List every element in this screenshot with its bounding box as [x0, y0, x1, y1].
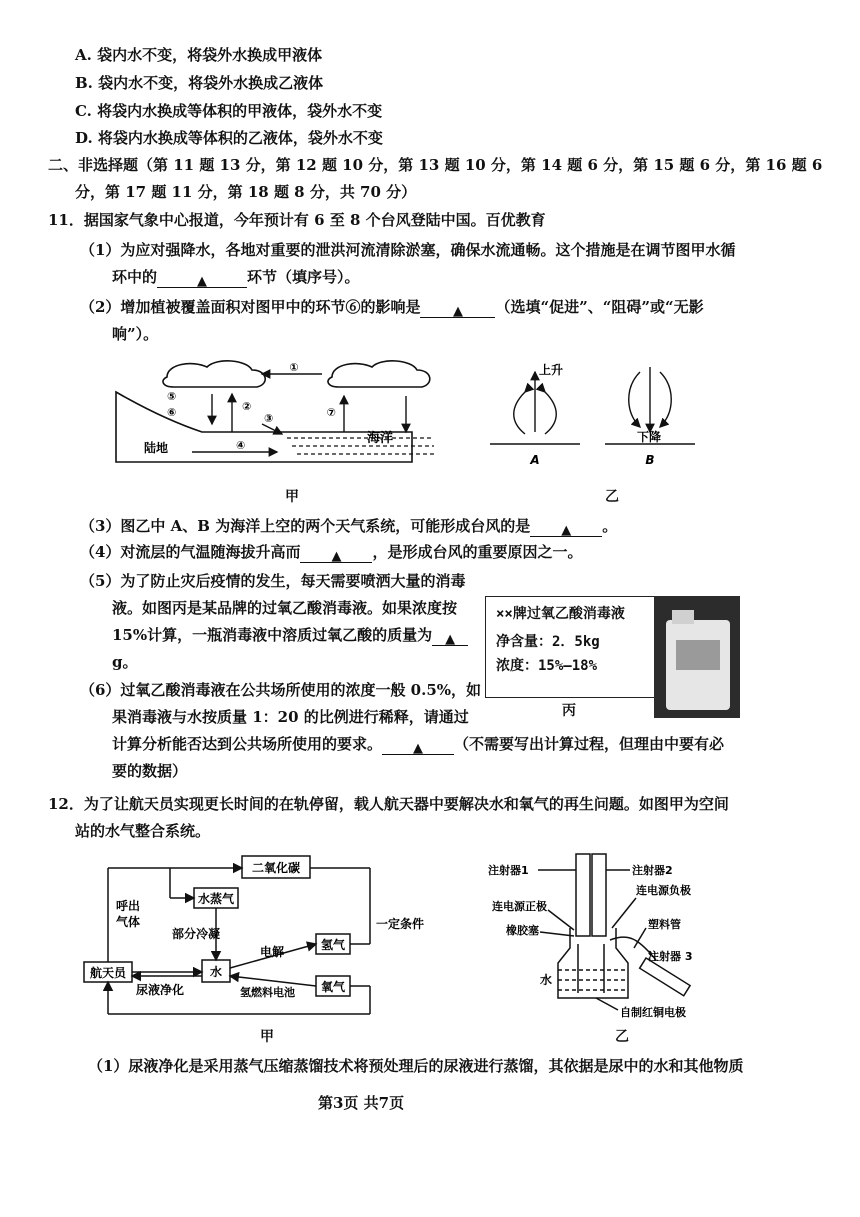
water-gas-system-diagram	[80, 848, 460, 1018]
caption-yi: 乙	[605, 489, 619, 505]
label-water: 水	[540, 973, 553, 987]
answer-blank: ▲	[382, 736, 454, 755]
caption-bing: 丙	[562, 703, 576, 719]
q11-part1: （1）为应对强降水，各地对重要的泄洪河流清除淤塞，确保水流通畅。这个措施是在调节图甲水循	[80, 241, 736, 259]
question-11: 11．据国家气象中心报道，今年预计有 6 至 8 个台风登陆中国。百优教育	[48, 211, 546, 229]
cloud-right	[328, 361, 430, 387]
option-b: B. 袋内水不变，将袋外水换成乙液体	[75, 74, 324, 92]
label-astronaut: 航天员	[89, 966, 127, 980]
label-2: ②	[242, 400, 252, 413]
q11-part6-d: 要的数据）	[112, 762, 188, 780]
section-2-heading-cont: 分，第 17 题 11 分，第 18 题 8 分，共 70 分）	[75, 183, 417, 201]
label-4: ④	[236, 439, 246, 452]
label-net-content: 净含量：2．5kg	[496, 634, 600, 650]
label-certain-conditions: 一定条件	[376, 917, 425, 931]
electrolysis-apparatus-diagram	[488, 848, 738, 1024]
label-oxygen: 氧气	[320, 980, 346, 994]
disinfectant-bottle-photo	[654, 596, 740, 718]
answer-blank: ▲	[420, 299, 495, 318]
caption-jia: 甲	[285, 489, 299, 505]
label-co2: 二氧化碳	[251, 861, 301, 875]
cloud-left	[163, 361, 265, 387]
water-cycle-diagram	[112, 352, 442, 468]
label-hydrogen: 氢气	[320, 938, 346, 952]
label-vapor: 水蒸气	[197, 892, 235, 906]
page-footer: 第3页 共7页	[318, 1094, 405, 1112]
label-water: 水	[209, 965, 223, 979]
label-up: 上升	[539, 363, 564, 377]
label-7: ⑦	[326, 406, 336, 419]
q11-part5: （5）为了防止灾后疫情的发生，每天需要喷洒大量的消毒	[80, 572, 466, 590]
label-a: A	[530, 453, 540, 467]
label-electrolysis: 电解	[260, 945, 285, 959]
caption-jia-2: 甲	[260, 1029, 274, 1045]
answer-blank: ▲	[530, 518, 602, 537]
q11-part5-d: g。	[112, 653, 138, 671]
label-5: ⑤	[167, 390, 177, 403]
section-2-heading: 二、非选择题（第 11 题 13 分，第 12 题 10 分，第 13 题 10 分，第 14 题 6 分，第 15 题 6 分，第 16 题 6	[48, 156, 823, 174]
caption-yi-2: 乙	[615, 1029, 629, 1045]
label-exhaled-1: 呼出	[116, 899, 141, 913]
label-concentration: 浓度：15%—18%	[496, 658, 598, 674]
ocean-label: 海洋	[367, 431, 394, 446]
label-title: ××牌过氧乙酸消毒液	[496, 606, 625, 622]
label-3: ③	[264, 412, 274, 425]
label-negative: 连电源负极	[636, 884, 691, 897]
answer-blank: ▲	[157, 269, 247, 288]
q11-part4: （4）对流层的气温随海拔升高而 ▲ ，是形成台风的重要原因之一。	[80, 543, 583, 564]
label-down: 下降	[637, 430, 662, 444]
label-syringe-1: 注射器1	[488, 864, 529, 877]
label-condense: 部分冷凝	[172, 927, 221, 941]
q11-part1-cont: 环中的 ▲ 环节（填序号）。	[112, 268, 360, 289]
label-6: ⑥	[167, 406, 177, 419]
label-syringe-2: 注射器2	[632, 864, 673, 877]
label-urine-purification: 尿液净化	[136, 983, 185, 997]
weather-systems-diagram	[485, 352, 705, 468]
label-fuel-cell: 氢燃料电池	[240, 986, 295, 999]
q11-part6: （6）过氧乙酸消毒液在公共场所使用的浓度一般 0.5%，如	[80, 681, 482, 699]
q12-part1: （1）尿液净化是采用蒸气压缩蒸馏技术将预处理后的尿液进行蒸馏，其依据是尿中的水和其他物质	[88, 1057, 744, 1075]
label-exhaled-2: 气体	[116, 915, 141, 929]
option-c: C. 将袋内水换成等体积的甲液体，袋外水不变	[75, 102, 383, 120]
label-positive: 连电源正极	[492, 900, 547, 913]
q11-part5-b: 液。如图丙是某品牌的过氧乙酸消毒液。如果浓度按	[112, 599, 458, 617]
question-12-cont: 站的水气整合系统。	[75, 822, 211, 840]
label-plastic-tube: 塑料管	[648, 918, 681, 931]
label-syringe-3: 注射器 3	[648, 950, 693, 963]
label-1: ①	[289, 361, 299, 374]
q11-part6-c: 计算分析能否达到公共场所使用的要求。 ▲ （不需要写出计算过程，但理由中要有必	[112, 735, 725, 756]
q11-part3: （3）图乙中 A、B 为海洋上空的两个天气系统，可能形成台风的是 ▲ 。	[80, 517, 618, 538]
label-b: B	[645, 453, 655, 467]
q11-part6-b: 果消毒液与水按质量 1：20 的比例进行稀释，请通过	[112, 708, 469, 726]
answer-blank: ▲	[300, 544, 372, 563]
answer-blank: ▲	[432, 627, 468, 646]
q11-part2: （2）增加植被覆盖面积对图甲中的环节⑥的影响是 ▲ （选填“促进”、“阻碍”或“无影	[80, 298, 704, 319]
option-a: A. 袋内水不变，将袋外水换成甲液体	[75, 46, 323, 64]
question-12: 12．为了让航天员实现更长时间的在轨停留，载人航天器中要解决水和氧气的再生问题。如图甲为空间	[48, 795, 729, 813]
option-d: D. 将袋内水换成等体积的乙液体，袋外水不变	[75, 129, 383, 147]
label-electrode: 自制红铜电极	[620, 1006, 686, 1019]
label-stopper: 橡胶塞	[506, 924, 539, 937]
land-label: 陆地	[144, 441, 169, 455]
q11-part5-c: 15%计算，一瓶消毒液中溶质过氧乙酸的质量为 ▲	[112, 624, 468, 646]
q11-part2-cont: 响”）。	[112, 325, 159, 343]
